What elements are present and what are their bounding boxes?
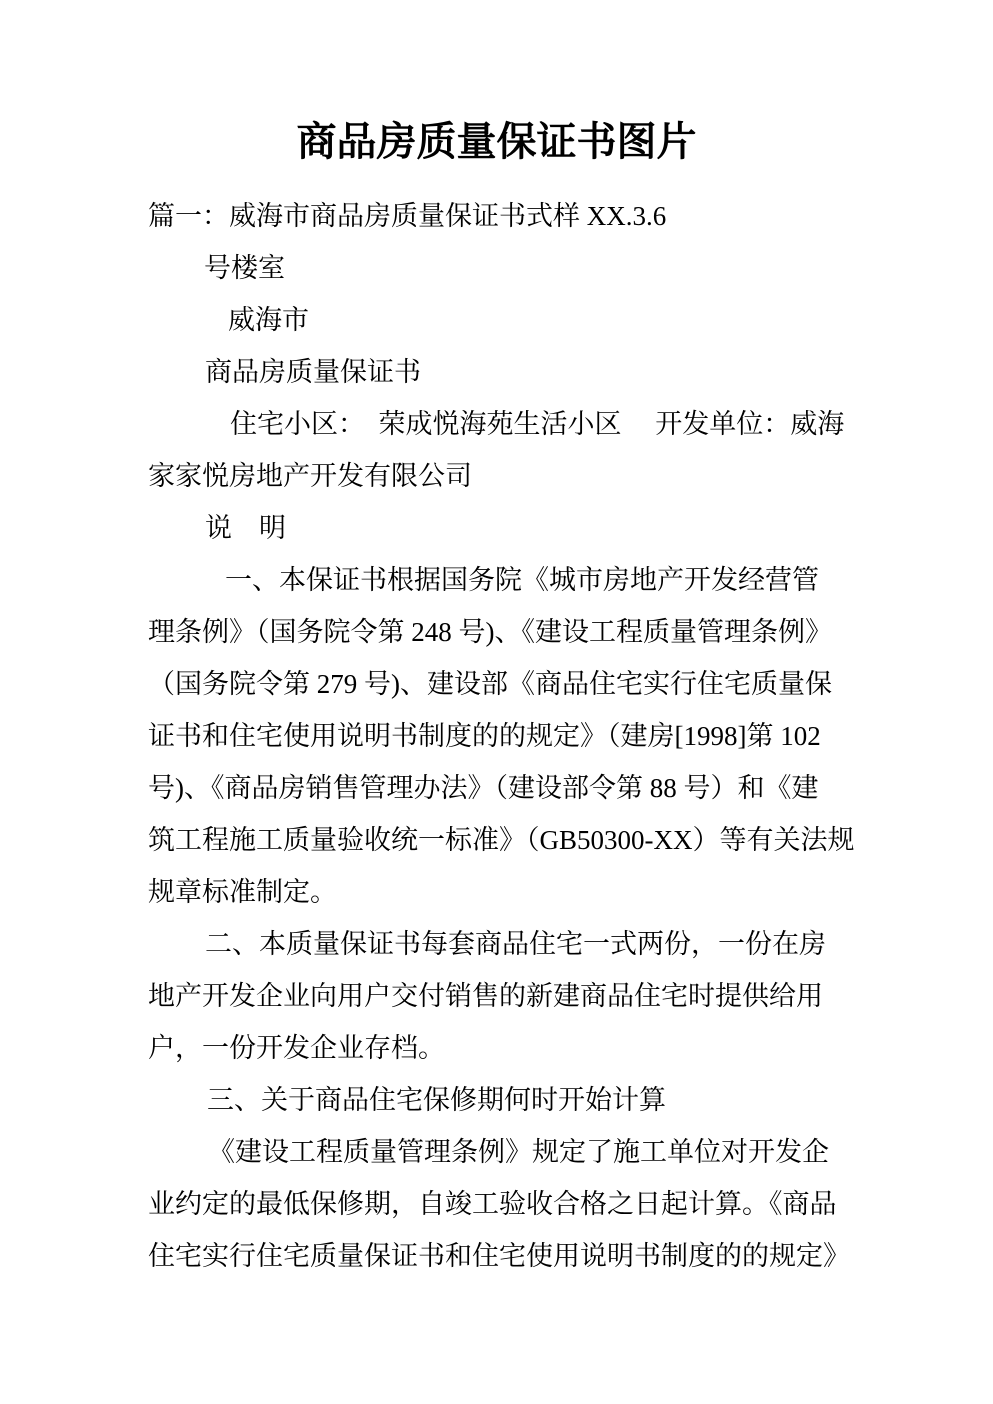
text-line: 三、关于商品住宅保修期何时开始计算 [207,1085,666,1115]
document-body [148,190,854,1282]
text-line: 户，一份开发企业存档。 [148,1033,445,1063]
text-line: （国务院令第 279 号)、建设部《商品住宅实行住宅质量保 [148,669,832,699]
text-line: 理条例》（国务院令第 248 号)、《建设工程质量管理条例》 [148,617,832,647]
text-line: 号楼室 [204,253,285,283]
text-line: 规章标准制定。 [148,877,337,907]
text-line: 地产开发企业向用户交付销售的新建商品住宅时提供给用 [148,981,823,1011]
text-line: 证书和住宅使用说明书制度的的规定》（建房[1998]第 102 [148,721,821,751]
text-line: 住宅小区： 荣成悦海苑生活小区 开发单位：威海 [230,409,845,439]
text-line: 家家悦房地产开发有限公司 [148,461,472,491]
text-line: 说 明 [205,513,286,543]
text-line: 一、本保证书根据国务院《城市房地产开发经营管 [225,565,819,595]
text-line: 号)、《商品房销售管理办法》（建设部令第 88 号）和《建 [148,773,819,803]
text-line: 二、本质量保证书每套商品住宅一式两份，一份在房 [205,929,826,959]
document-title: 商品房质量保证书图片 [296,119,697,164]
text-line: 商品房质量保证书 [205,357,421,387]
text-line: 《建设工程质量管理条例》规定了施工单位对开发企 [208,1137,829,1167]
text-line: 威海市 [228,305,309,335]
text-line: 业约定的最低保修期，自竣工验收合格之日起计算。《商品 [148,1189,837,1219]
text-line: 筑工程施工质量验收统一标准》（GB50300-XX）等有关法规 [148,825,855,855]
text-line: 篇一：威海市商品房质量保证书式样 XX.3.6 [148,201,667,231]
text-line: 住宅实行住宅质量保证书和住宅使用说明书制度的的规定》 [148,1241,850,1271]
